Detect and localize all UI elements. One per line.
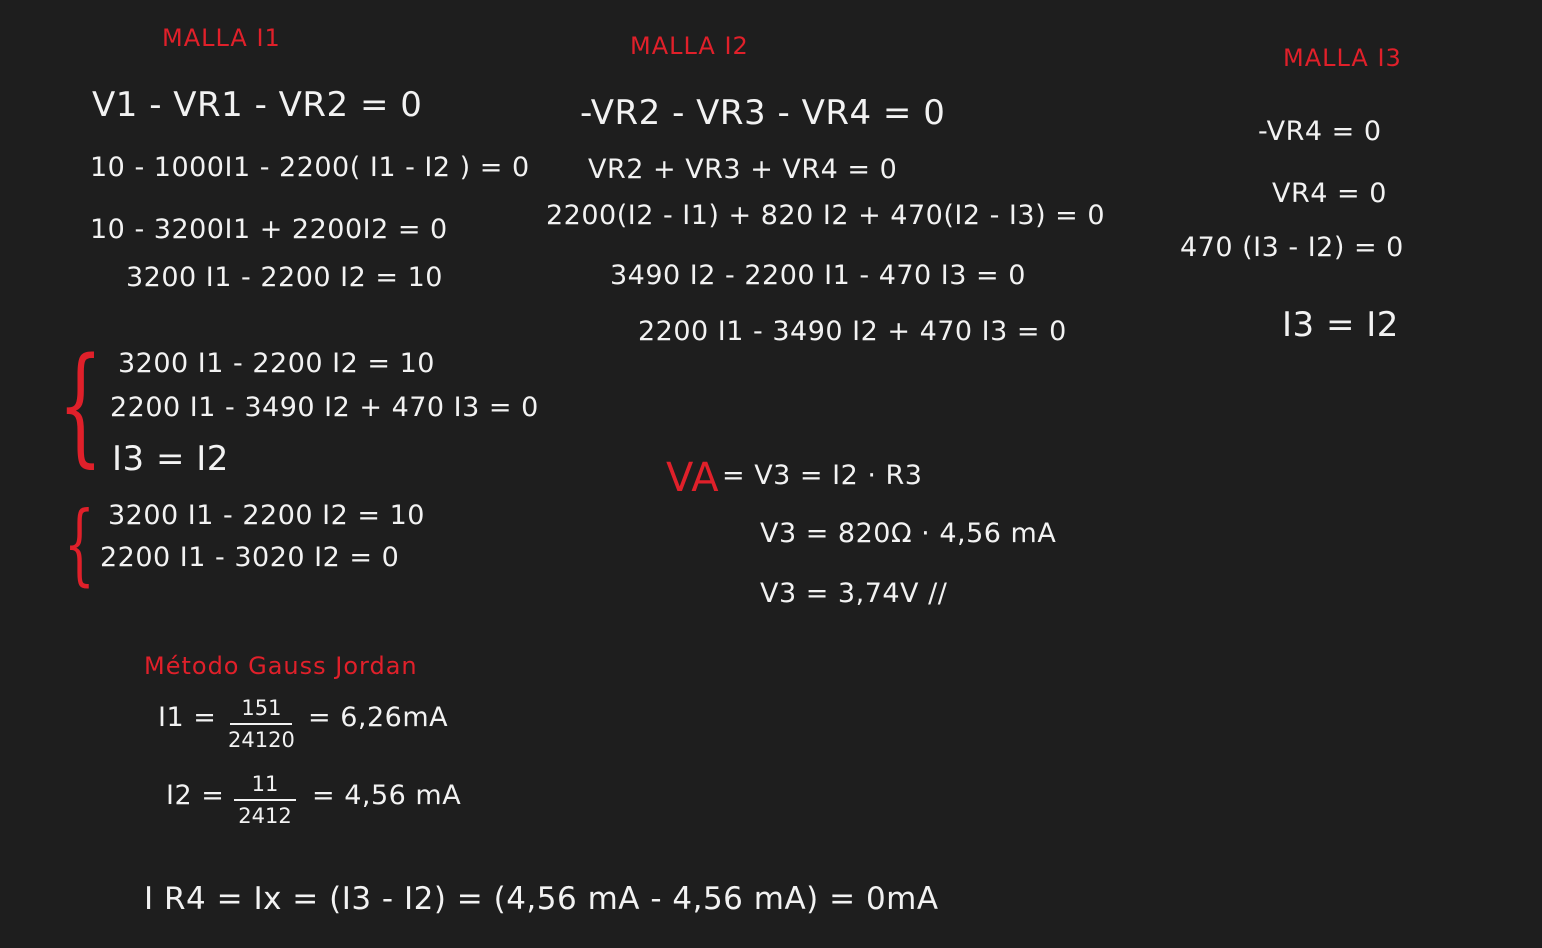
- i1-denominator: 24120: [228, 728, 295, 752]
- final-line: I R4 = Ix = (I3 - I2) = (4,56 mA - 4,56 mA) = 0mA: [144, 881, 939, 917]
- title-malla-i1: MALLA I1: [162, 24, 281, 52]
- system2-brace: {: [64, 492, 95, 595]
- title-malla-i3: MALLA I3: [1283, 44, 1402, 72]
- malla1-line-2: 10 - 1000I1 - 2200( I1 - I2 ) = 0: [90, 152, 530, 183]
- system1-line-1: 3200 I1 - 2200 I2 = 10: [118, 348, 435, 379]
- system1-line-2: 2200 I1 - 3490 I2 + 470 I3 = 0: [110, 392, 539, 423]
- i1-numerator: 151: [241, 696, 282, 720]
- malla1-line-3: 10 - 3200I1 + 2200I2 = 0: [90, 214, 448, 245]
- malla2-line-4: 3490 I2 - 2200 I1 - 470 I3 = 0: [610, 260, 1026, 291]
- malla2-line-2: VR2 + VR3 + VR4 = 0: [588, 154, 898, 185]
- system2-line-1: 3200 I1 - 2200 I2 = 10: [108, 500, 425, 531]
- va-line-1: = V3 = I2 · R3: [722, 460, 923, 491]
- malla1-line-4: 3200 I1 - 2200 I2 = 10: [126, 262, 443, 293]
- system2-line-2: 2200 I1 - 3020 I2 = 0: [100, 542, 400, 573]
- i2-denominator: 2412: [238, 804, 292, 828]
- title-malla-i2: MALLA I2: [630, 32, 749, 60]
- i2-value: = 4,56 mA: [312, 780, 462, 811]
- va-label: VA: [666, 455, 720, 501]
- va-line-2: V3 = 820Ω · 4,56 mA: [760, 518, 1057, 549]
- title-gauss-jordan: Método Gauss Jordan: [144, 652, 418, 680]
- malla3-line-2: VR4 = 0: [1272, 178, 1387, 209]
- va-line-3: V3 = 3,74V //: [760, 578, 948, 609]
- malla2-line-3: 2200(I2 - I1) + 820 I2 + 470(I2 - I3) = 0: [546, 200, 1106, 231]
- i2-label: I2 =: [166, 780, 225, 811]
- i1-label: I1 =: [158, 702, 217, 733]
- i2-numerator: 11: [251, 772, 279, 796]
- malla1-line-1: V1 - VR1 - VR2 = 0: [92, 85, 423, 125]
- malla3-line-4: I3 = I2: [1282, 305, 1399, 345]
- malla2-line-5: 2200 I1 - 3490 I2 + 470 I3 = 0: [638, 316, 1067, 347]
- i1-fraction: [228, 696, 295, 752]
- i1-value: = 6,26mA: [308, 702, 449, 733]
- system1-brace: {: [58, 331, 103, 480]
- system1-line-3: I3 = I2: [112, 439, 229, 479]
- malla3-line-3: 470 (I3 - I2) = 0: [1180, 232, 1404, 263]
- malla3-line-1: -VR4 = 0: [1258, 116, 1382, 147]
- i2-fraction: [234, 772, 296, 828]
- malla2-line-1: -VR2 - VR3 - VR4 = 0: [580, 93, 946, 133]
